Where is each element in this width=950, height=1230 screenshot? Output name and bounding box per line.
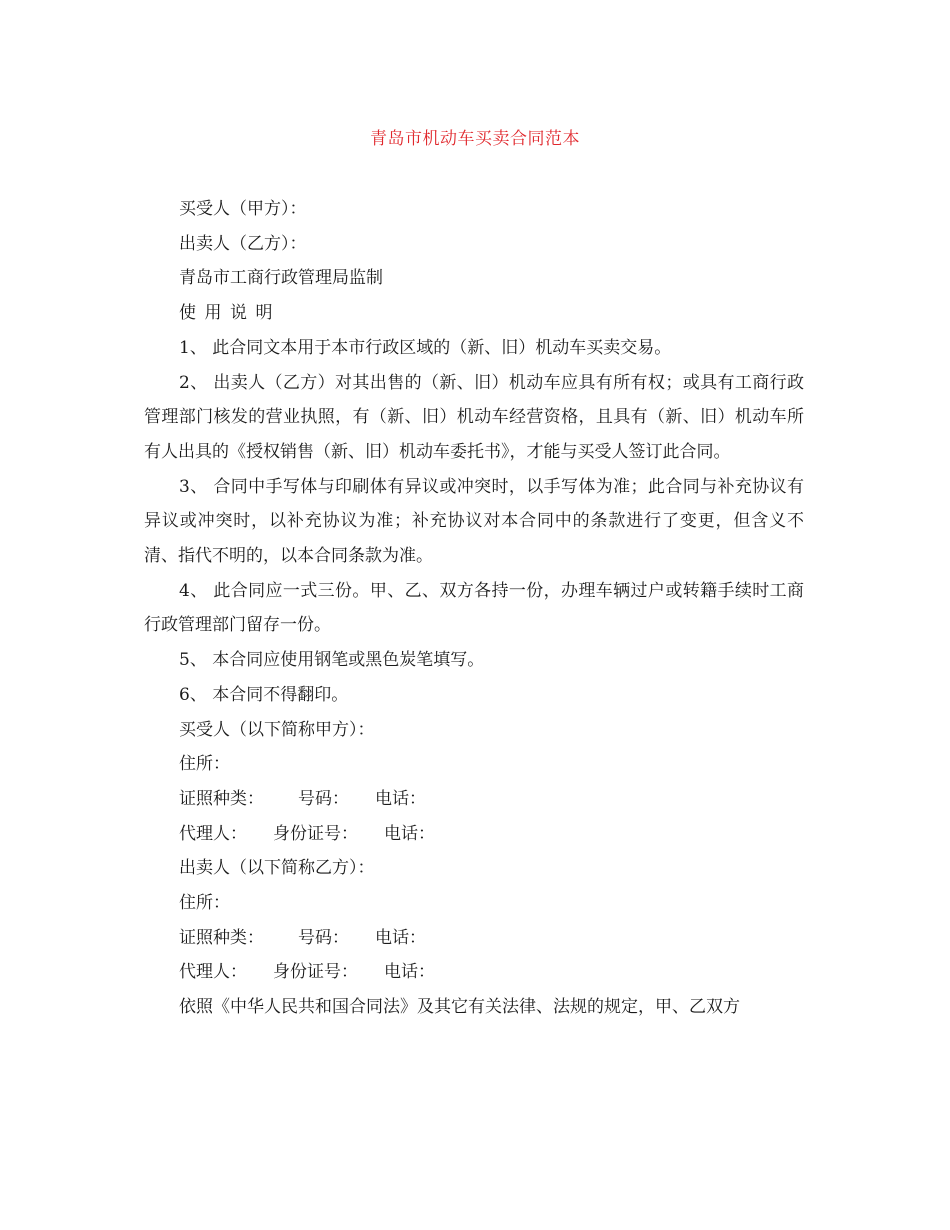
party-a-heading: 买受人（以下简称甲方）： [179, 719, 375, 740]
cert-type-label: 证照种类： [179, 788, 264, 809]
document-title: 青岛市机动车买卖合同范本 [370, 129, 580, 149]
legal-basis-line: 依照《中华人民共和国合同法》及其它有关法律、法规的规定，甲、乙双方 [179, 997, 740, 1018]
phone-label: 电话： [375, 788, 426, 809]
instruction-item-6: 6、 本合同不得翻印。 [179, 684, 349, 705]
cert-type-label: 证照种类： [179, 927, 264, 948]
instruction-item-5: 5、 本合同应使用钢笔或黑色炭笔填写。 [179, 650, 485, 671]
number-label: 号码： [298, 927, 349, 948]
party-b-address: 住所： [179, 893, 230, 914]
buyer-line: 买受人（甲方）： [179, 199, 307, 219]
party-a-cert-line [144, 782, 804, 817]
phone-label: 电话： [375, 927, 426, 948]
party-a-address: 住所： [179, 754, 230, 775]
supervisor-line: 青岛市工商行政管理局监制 [179, 268, 383, 289]
number-label: 号码： [298, 788, 349, 809]
instructions-heading: 使用说明 [179, 303, 281, 324]
seller-line: 出卖人（乙方）： [179, 233, 307, 254]
instruction-item-2: 2、 出卖人（乙方）对其出售的（新、旧）机动车应具有所有权；或具有工商行政管理部门核发的营业执照，有（新、旧）机动车经营资格，且具有（新、旧）机动车所有人出具的《授权销售（新、旧）机动车委托书》，才能与买受人签订此合同。 [144, 372, 804, 462]
id-number-label: 身份证号： [273, 962, 358, 983]
party-b-agent-line [144, 955, 804, 990]
instruction-item-1: 1、 此合同文本用于本市行政区域的（新、旧）机动车买卖交易。 [179, 337, 672, 358]
phone-label: 电话： [384, 823, 435, 844]
party-b-heading: 出卖人（以下简称乙方）： [179, 858, 375, 879]
id-number-label: 身份证号： [273, 823, 358, 844]
agent-label: 代理人： [179, 823, 247, 844]
party-a-agent-line [144, 817, 804, 852]
document-body [144, 192, 804, 1025]
instruction-item-4: 4、 此合同应一式三份。甲、乙、双方各持一份，办理车辆过户或转籍手续时工商行政管理部门留存一份。 [144, 580, 804, 636]
agent-label: 代理人： [179, 962, 247, 983]
phone-label: 电话： [384, 962, 435, 983]
party-b-cert-line [144, 921, 804, 956]
instruction-item-3: 3、 合同中手写体与印刷体有异议或冲突时，以手写体为准；此合同与补充协议有异议或冲突时，以补充协议为准；补充协议对本合同中的条款进行了变更，但含义不清、指代不明的，以本合同条款为准。 [144, 476, 804, 567]
